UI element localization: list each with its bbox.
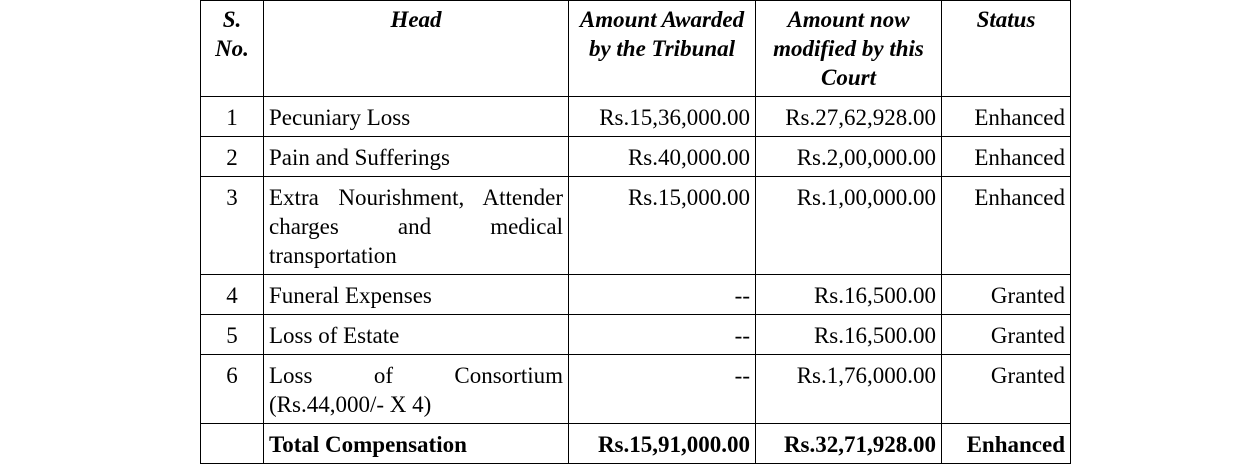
table-row bbox=[201, 177, 1071, 275]
total-awarded: Rs.15,91,000.00 bbox=[569, 424, 756, 464]
cell-status: Enhanced bbox=[942, 97, 1071, 137]
total-modified: Rs.32,71,928.00 bbox=[756, 424, 942, 464]
cell-awarded: -- bbox=[569, 355, 756, 424]
cell-awarded: Rs.15,000.00 bbox=[569, 177, 756, 275]
header-status: Status bbox=[942, 1, 1071, 97]
cell-head: Pain and Sufferings bbox=[264, 137, 569, 177]
cell-status: Granted bbox=[942, 275, 1071, 315]
total-sno bbox=[201, 424, 264, 464]
cell-sno: 1 bbox=[201, 97, 264, 137]
cell-awarded: Rs.15,36,000.00 bbox=[569, 97, 756, 137]
table-row bbox=[201, 355, 1071, 424]
cell-modified: Rs.16,500.00 bbox=[756, 315, 942, 355]
compensation-table bbox=[200, 0, 1071, 464]
cell-awarded: Rs.40,000.00 bbox=[569, 137, 756, 177]
cell-head: Funeral Expenses bbox=[264, 275, 569, 315]
cell-head: Loss of Consortium (Rs.44,000/- X 4) bbox=[264, 355, 569, 424]
cell-status: Granted bbox=[942, 315, 1071, 355]
total-label: Total Compensation bbox=[264, 424, 569, 464]
cell-head: Pecuniary Loss bbox=[264, 97, 569, 137]
cell-awarded: -- bbox=[569, 275, 756, 315]
cell-status: Enhanced bbox=[942, 137, 1071, 177]
cell-sno: 4 bbox=[201, 275, 264, 315]
cell-awarded: -- bbox=[569, 315, 756, 355]
cell-modified: Rs.16,500.00 bbox=[756, 275, 942, 315]
cell-modified: Rs.2,00,000.00 bbox=[756, 137, 942, 177]
total-row bbox=[201, 424, 1071, 464]
header-sno: S. No. bbox=[201, 1, 264, 97]
cell-head: Loss of Estate bbox=[264, 315, 569, 355]
cell-sno: 2 bbox=[201, 137, 264, 177]
cell-status: Enhanced bbox=[942, 177, 1071, 275]
header-head: Head bbox=[264, 1, 569, 97]
cell-modified: Rs.1,00,000.00 bbox=[756, 177, 942, 275]
table-row bbox=[201, 275, 1071, 315]
cell-modified: Rs.27,62,928.00 bbox=[756, 97, 942, 137]
cell-head: Extra Nourishment, Attender charges and medical transportation bbox=[264, 177, 569, 275]
cell-status: Granted bbox=[942, 355, 1071, 424]
cell-sno: 3 bbox=[201, 177, 264, 275]
header-modified: Amount now modified by this Court bbox=[756, 1, 942, 97]
table-row bbox=[201, 97, 1071, 137]
table-row bbox=[201, 315, 1071, 355]
table-row bbox=[201, 137, 1071, 177]
cell-sno: 6 bbox=[201, 355, 264, 424]
header-row bbox=[201, 1, 1071, 97]
total-status: Enhanced bbox=[942, 424, 1071, 464]
header-awarded: Amount Awarded by the Tribunal bbox=[569, 1, 756, 97]
cell-sno: 5 bbox=[201, 315, 264, 355]
cell-modified: Rs.1,76,000.00 bbox=[756, 355, 942, 424]
